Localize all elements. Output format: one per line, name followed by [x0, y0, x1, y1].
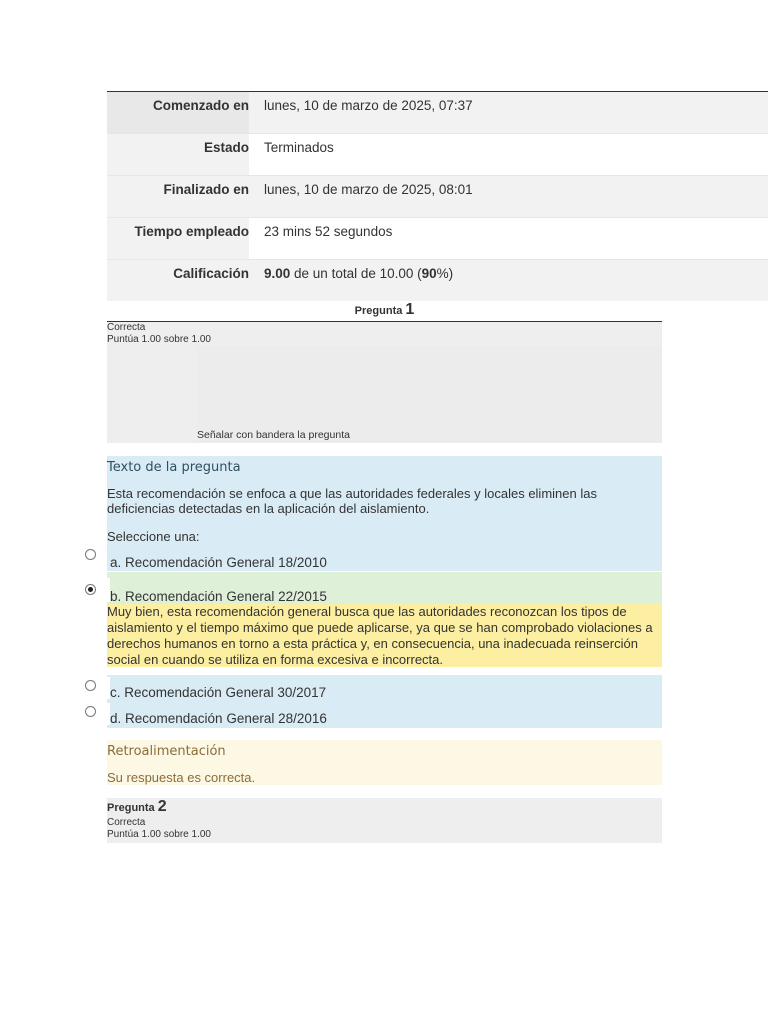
summary-row-time: [107, 218, 768, 260]
question-score: Puntúa 1.00 sobre 1.00: [107, 829, 211, 840]
question-prefix: Pregunta: [107, 802, 155, 814]
summary-label: Comenzado en: [107, 92, 249, 133]
summary-label: Calificación: [173, 266, 249, 281]
option-b-radio[interactable]: [85, 584, 96, 595]
question-prefix: Pregunta: [354, 305, 403, 317]
option-a-label[interactable]: a. Recomendación General 18/2010: [110, 555, 327, 570]
summary-label: Tiempo empleado: [134, 224, 249, 239]
feedback-body: Su respuesta es correcta.: [107, 770, 256, 785]
question-1-info: [107, 322, 662, 443]
option-b-feedback: Muy bien, esta recomendación general busca que las autoridades reconozcan los tipos de aislamiento y el tiempo máximo que puede aplicarse, ya que se han comprobado violaciones a derechos humanos en torno a esta práctica y, en consecuencia, una inadecuada reinserción social en cuando se utiliza en forma excesiva e incorrecta.: [107, 604, 662, 667]
summary-row-started: [107, 92, 768, 134]
grade-close: %): [436, 266, 454, 281]
summary-value: Terminados: [249, 134, 768, 175]
grade-total-text: de un total de 10.00 (: [290, 266, 422, 281]
option-d-label[interactable]: d. Recomendación General 28/2016: [110, 711, 327, 726]
option-a-radio[interactable]: [85, 549, 96, 560]
summary-value-grade: [249, 260, 768, 301]
summary-value: lunes, 10 de marzo de 2025, 07:37: [249, 92, 768, 133]
question-text-title: Texto de la pregunta: [107, 460, 241, 475]
summary-label: Finalizado en: [163, 182, 249, 197]
option-d-radio[interactable]: [85, 706, 96, 717]
summary-value: lunes, 10 de marzo de 2025, 08:01: [264, 182, 473, 197]
question-number: 2: [157, 798, 167, 815]
question-1-content: [107, 456, 662, 571]
summary-value: 23 mins 52 segundos: [249, 218, 768, 259]
grade-percent: 90: [421, 266, 437, 281]
question-status: Correcta: [107, 817, 146, 828]
option-c-label[interactable]: c. Recomendación General 30/2017: [110, 685, 327, 700]
summary-row-grade: [107, 260, 768, 301]
summary-row-finished: [107, 176, 768, 218]
flag-question-link[interactable]: Señalar con bandera la pregunta: [197, 429, 350, 441]
select-prompt: Seleccione una:: [107, 529, 200, 544]
general-feedback: [107, 740, 662, 785]
question-status: Correcta: [107, 322, 146, 333]
summary-label: Estado: [203, 140, 249, 155]
question-1-header: [107, 301, 662, 322]
question-number: 1: [405, 301, 415, 318]
option-c-radio[interactable]: [85, 680, 96, 691]
grade-points: 9.00: [264, 266, 291, 281]
question-2-header: [107, 798, 662, 817]
question-score: Puntúa 1.00 sobre 1.00: [107, 334, 211, 345]
question-text-body: Esta recomendación se enfoca a que las autoridades federales y locales eliminen las deficiencias detectadas en la aplicación del aislamiento.: [107, 486, 597, 516]
question-2-info: [107, 798, 662, 843]
summary-row-state: [107, 134, 768, 176]
feedback-title: Retroalimentación: [107, 744, 226, 759]
option-b-label[interactable]: b. Recomendación General 22/2015: [110, 589, 327, 604]
attempt-summary-table: [107, 91, 768, 301]
